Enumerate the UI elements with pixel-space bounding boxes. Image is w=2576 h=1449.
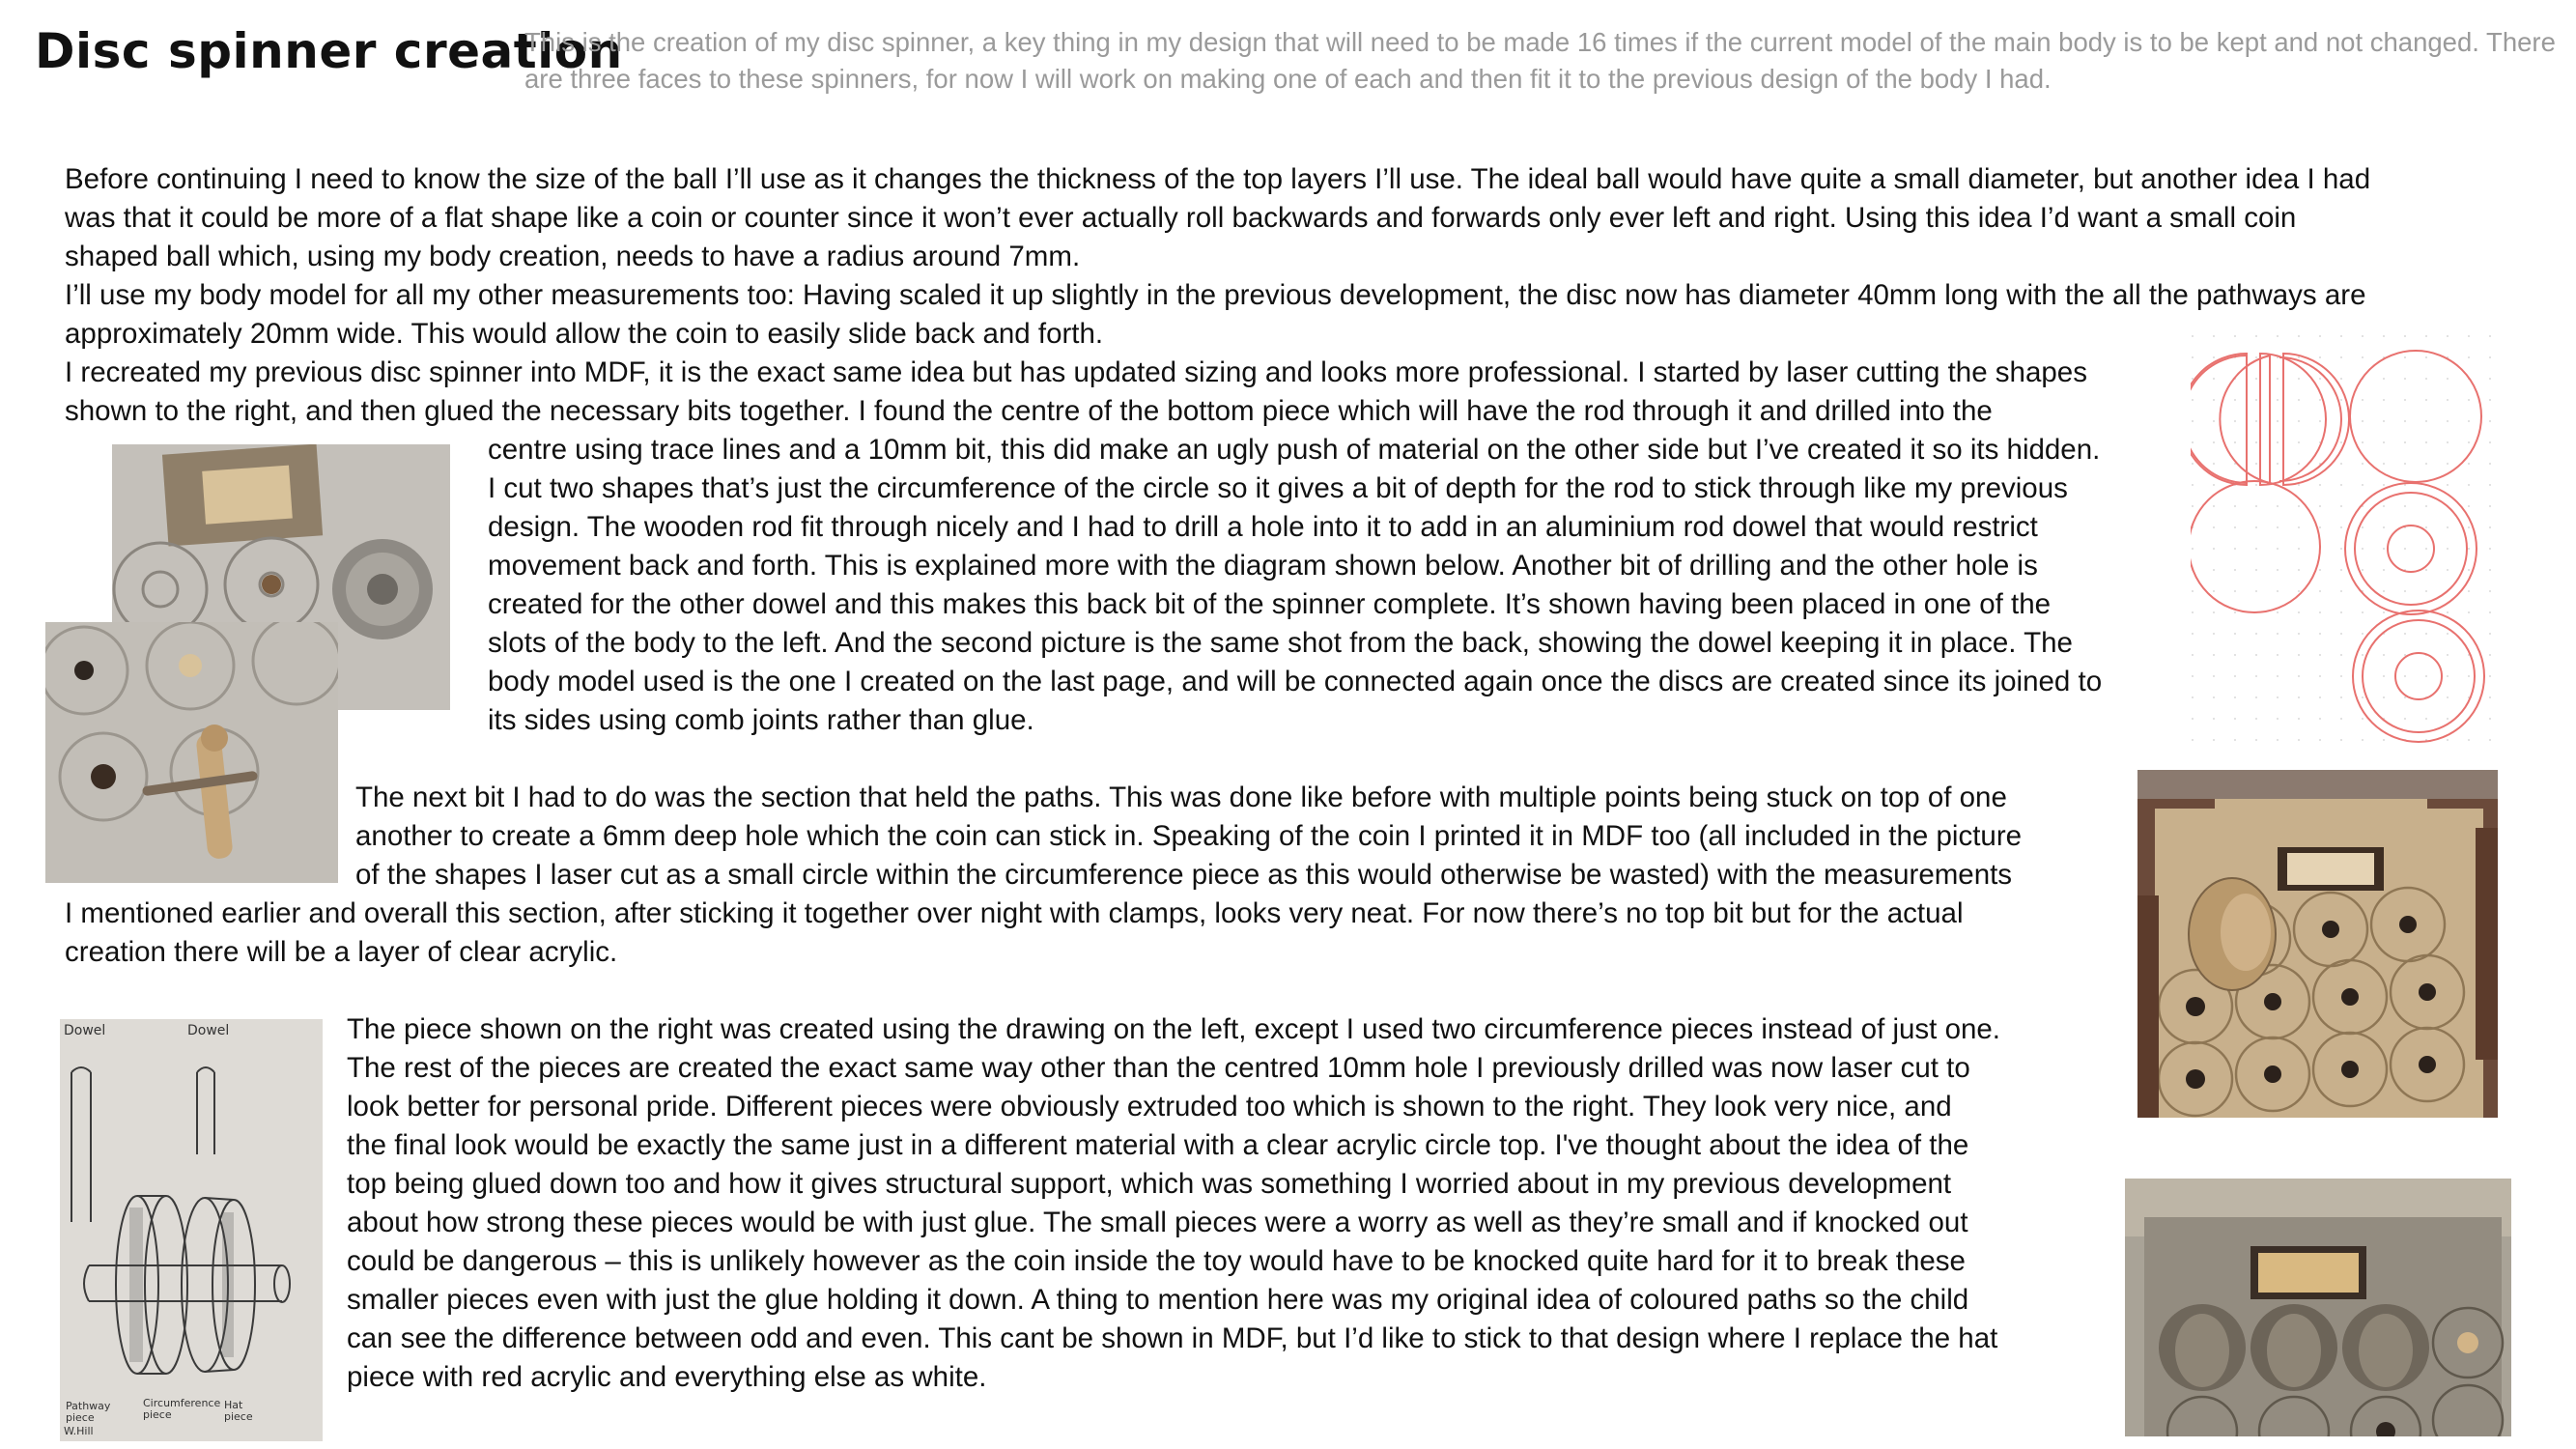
sketch-label-circumference-piece: Circumference piece <box>143 1397 221 1421</box>
text-line: about how strong these pieces would be with just glue. The small pieces were a worry as well as they’re small and if knocked out <box>347 1207 1968 1238</box>
text-line: look better for personal pride. Different pieces were obviously extruded too which is shown to the right. They look very nice, and <box>347 1091 1952 1122</box>
text-line: I recreated my previous disc spinner into MDF, it is the exact same idea but has updated sizing and looks more professional. I started by laser cutting the shapes <box>65 356 2087 388</box>
page-title: Disc spinner creation <box>35 23 623 79</box>
text-line: body model used is the one I created on the last page, and will be connected again once the discs are created since its joined to <box>488 666 2103 697</box>
paragraph-final-piece <box>347 1010 2000 1397</box>
photo-paths-section <box>2137 770 2498 1118</box>
photo-finished-spinners <box>2125 1179 2511 1436</box>
text-line: piece with red acrylic and everything else as white. <box>347 1361 987 1393</box>
text-line: centre using trace lines and a 10mm bit, this did make an ugly push of material on the other side but I’ve created it so its hidden. <box>488 434 2101 466</box>
sketch-label-dowel-left: Dowel <box>64 1023 106 1038</box>
text-line: The piece shown on the right was created using the drawing on the left, except I used two circumference pieces instead of just one. <box>347 1013 2000 1045</box>
text-line: created for the other dowel and this makes this back bit of the spinner complete. It’s shown having been placed in one of the <box>488 588 2052 620</box>
paragraph-paths-continued <box>65 895 1964 972</box>
laser-cut-shapes-diagram <box>2191 334 2500 750</box>
text-line: the final look would be exactly the same just in a different material with a clear acrylic circle top. I've thought about the idea of the <box>347 1129 1969 1161</box>
text-line: design. The wooden rod fit through nicely and I had to drill a hole into it to add in an aluminium rod dowel that would restrict <box>488 511 2038 543</box>
sketch-label-hat-piece: Hat piece <box>224 1399 253 1423</box>
sketch-label-pathway-piece: Pathway piece <box>66 1400 111 1424</box>
text-line: The rest of the pieces are created the exact same way other than the centred 10mm hole I previously drilled was now laser cut to <box>347 1052 1970 1084</box>
text-line: Before continuing I need to know the size of the ball I’ll use as it changes the thickness of the top layers I’ll use. The ideal ball would have quite a small diameter, but another idea I had <box>65 163 2371 195</box>
text-line: approximately 20mm wide. This would allow the coin to easily slide back and forth. <box>65 318 1104 350</box>
text-line: another to create a 6mm deep hole which the coin can stick in. Speaking of the coin I printed it in MDF too (all included in the picture <box>355 820 2023 852</box>
text-line: creation there will be a layer of clear acrylic. <box>65 936 618 968</box>
paragraph-intro <box>65 160 2370 431</box>
text-line: was that it could be more of a flat shape like a coin or counter since it won’t ever actually roll backwards and forwards only ever left and right. Using this idea I’d want a small coin <box>65 202 2297 234</box>
text-line: I cut two shapes that’s just the circumference of the circle so it gives a bit of depth for the rod to stick through like my previous <box>488 472 2068 504</box>
sketch-drawing <box>60 1019 323 1441</box>
paragraph-back-piece <box>488 431 2102 740</box>
text-line: I mentioned earlier and overall this section, after sticking it together over night with clamps, looks very neat. For now there’s no top bit but for the actual <box>65 897 1964 929</box>
text-line: its sides using comb joints rather than glue. <box>488 704 1034 736</box>
page-subtitle: This is the creation of my disc spinner, a key thing in my design that will need to be made 16 times if the current model of the main body is to be kept and not changed. There are three faces to these spinners, for now I will work on making one of each and then fit it to the previous design of the body I had. <box>524 27 2556 94</box>
sketch-signature: W.Hill <box>64 1425 94 1437</box>
photo-body-back-dowel <box>45 622 338 883</box>
text-line: I’ll use my body model for all my other measurements too: Having scaled it up slightly in the previous development, the disc now has diameter 40mm long with the all the pathways are <box>65 279 2366 311</box>
text-line: movement back and forth. This is explained more with the diagram shown below. Another bit of drilling and the other hole is <box>488 550 2038 582</box>
paragraph-paths-section <box>355 779 2022 895</box>
text-line: slots of the body to the left. And the second picture is the same shot from the back, showing the dowel keeping it in place. The <box>488 627 2073 659</box>
text-line: shaped ball which, using my body creation, needs to have a radius around 7mm. <box>65 241 1081 272</box>
text-line: top being glued down too and how it gives structural support, which was something I worried about in my previous development <box>347 1168 1952 1200</box>
text-line: smaller pieces even with just the glue holding it down. A thing to mention here was my original idea of coloured paths so the child <box>347 1284 1969 1316</box>
text-line: The next bit I had to do was the section that held the paths. This was done like before with multiple points being stuck on top of one <box>355 781 2007 813</box>
text-line: of the shapes I laser cut as a small circle within the circumference piece as this would otherwise be wasted) with the measurements <box>355 859 2013 891</box>
text-line: can see the difference between odd and even. This cant be shown in MDF, but I’d like to stick to that design where I replace the hat <box>347 1322 1998 1354</box>
sketch-label-dowel-right: Dowel <box>187 1023 230 1038</box>
text-line: could be dangerous – this is unlikely however as the coin inside the toy would have to be knocked quite hard for it to break these <box>347 1245 1966 1277</box>
text-line: shown to the right, and then glued the necessary bits together. I found the centre of the bottom piece which will have the rod through it and drilled into the <box>65 395 1993 427</box>
